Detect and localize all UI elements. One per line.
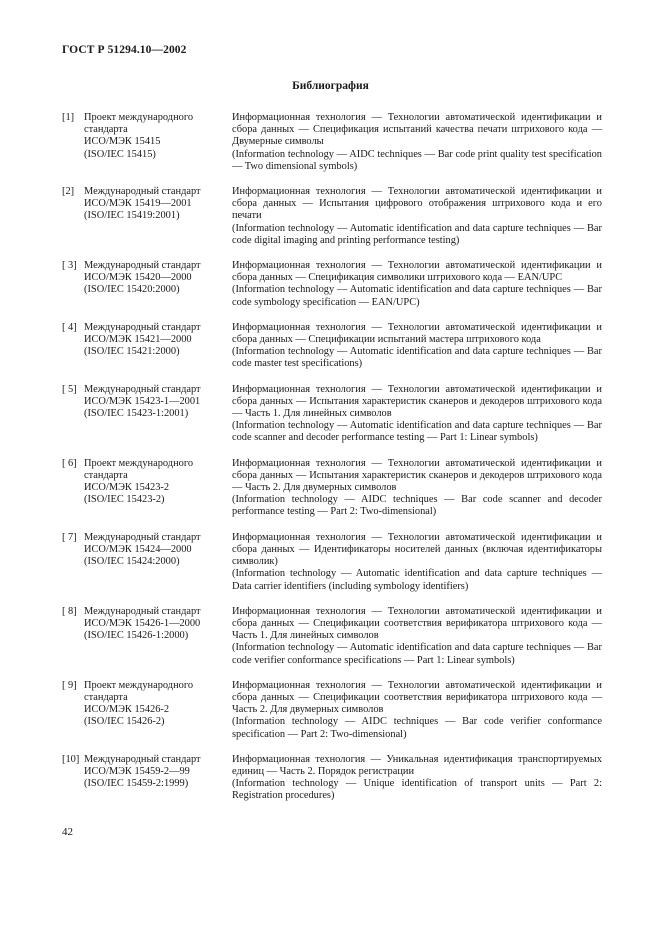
- reference-line: (ISO/IEC 15424:2000): [84, 556, 180, 568]
- entry-description: [232, 322, 602, 371]
- bibliography-entry: [62, 186, 602, 247]
- reference-line: Международный стандарт: [84, 186, 201, 198]
- entry-reference: [84, 532, 232, 569]
- entry-description: [232, 186, 602, 247]
- description-english: (Information technology — Automatic identification and data capture techniques — Data carrier identifiers (including symbology identifiers): [232, 568, 602, 592]
- entry-reference: [84, 680, 232, 729]
- reference-line: Международный стандарт: [84, 531, 201, 543]
- entry-number: [1]: [62, 112, 75, 123]
- description-russian: Информационная технология — Технологии автоматической идентификации и сбора данных — Спецификация символики штрихового кода — EAN/UPC: [232, 260, 602, 284]
- description-english: (Information technology — AIDC techniques — Bar code scanner and decoder performance testing — Part 2: Two-dimensional): [232, 494, 602, 518]
- bibliography-entry: [62, 680, 602, 741]
- reference-line: ИСО/МЭК 15426-1—2000: [84, 617, 201, 629]
- description-english: (Information technology — Automatic identification and data capture techniques — Bar code verifier conformance specifications — Part 1: Linear symbols): [232, 642, 602, 666]
- description-russian: Информационная технология — Технологии автоматической идентификации и сбора данных — Спецификации соответствия верификатора штрихового кода — Часть 2. Для двумерных символов: [232, 679, 602, 716]
- reference-line: ИСО/МЭК 15423-2: [84, 482, 170, 494]
- entry-reference: [84, 384, 232, 421]
- entry-description: [232, 532, 602, 593]
- entry-number: [ 4]: [62, 321, 77, 333]
- page-number: 42: [62, 826, 73, 838]
- reference-line: стандарта: [84, 691, 128, 703]
- bibliography-entry: [62, 532, 602, 593]
- bibliography-list: [62, 112, 602, 816]
- reference-line: (ISO/IEC 15419:2001): [84, 210, 180, 222]
- description-english: (Information technology — Automatic identification and data capture techniques — Bar code scanner and decoder performance testing — Part 1: Linear symbols): [232, 420, 602, 444]
- document-header: ГОСТ Р 51294.10—2002: [62, 44, 187, 56]
- reference-line: Международный стандарт: [84, 260, 201, 272]
- description-english: (Information technology — Automatic identification and data capture techniques — Bar code symbology specification — EAN/UPC): [232, 284, 602, 308]
- entry-description: [232, 606, 602, 667]
- entry-number: [ 8]: [62, 605, 77, 617]
- entry-reference: [84, 458, 232, 507]
- reference-line: (ISO/IEC 15423-1:2001): [84, 408, 189, 420]
- entry-description: [232, 754, 602, 803]
- entry-description: [232, 458, 602, 519]
- reference-line: Международный стандарт: [84, 605, 201, 617]
- reference-line: ИСО/МЭК 15421—2000: [84, 334, 192, 346]
- reference-line: ИСО/МЭК 15424—2000: [84, 543, 192, 555]
- section-title: Библиография: [292, 80, 369, 92]
- bibliography-entry: [62, 458, 602, 519]
- description-english: (Information technology — Automatic identification and data capture techniques — Bar code digital imaging and printing performance testing): [232, 222, 602, 246]
- reference-line: Проект международного: [84, 679, 194, 691]
- description-russian: Информационная технология — Технологии автоматической идентификации и сбора данных — Испытания цифрового отображения штрихового кода и его печати: [232, 186, 602, 222]
- description-russian: Информационная технология — Технологии автоматической идентификации и сбора данных — Испытания характеристик сканеров и декодеров штрихового кода — Часть 2. Для двумерных символов: [232, 457, 602, 494]
- entry-description: [232, 260, 602, 309]
- reference-line: стандарта: [84, 469, 128, 481]
- entry-reference: [84, 606, 232, 643]
- entry-number: [ 3]: [62, 260, 77, 272]
- reference-line: (ISO/IEC 15420:2000): [84, 284, 180, 296]
- entry-reference: [84, 112, 232, 161]
- reference-line: стандарта: [84, 124, 128, 136]
- description-russian: Информационная технология — Технологии автоматической идентификации и сбора данных — Испытания характеристик сканеров и декодеров штрихового кода — Часть 1. Для линейных символов: [232, 383, 602, 420]
- bibliography-entry: [62, 322, 602, 371]
- reference-line: Проект международного: [84, 457, 194, 469]
- description-russian: Информационная технология — Технологии автоматической идентификации и сбора данных — Спецификации соответствия верификатора штрихового кода — Часть 1. Для линейных символов: [232, 605, 602, 642]
- bibliography-entry: [62, 112, 602, 173]
- reference-line: (ISO/IEC 15426-1:2000): [84, 630, 189, 642]
- description-russian: Информационная технология — Технологии автоматической идентификации и сбора данных — Спецификация испытаний качества печати штрихового кода — Двумерные символы: [232, 112, 602, 148]
- bibliography-entry: [62, 754, 602, 803]
- reference-line: (ISO/IEC 15415): [84, 148, 156, 160]
- reference-line: (ISO/IEC 15426-2): [84, 716, 165, 728]
- reference-line: Международный стандарт: [84, 383, 201, 395]
- reference-line: (ISO/IEC 15459-2:1999): [84, 778, 189, 790]
- entry-number: [ 5]: [62, 383, 77, 395]
- reference-line: Международный стандарт: [84, 321, 201, 333]
- reference-line: Международный стандарт: [84, 753, 201, 765]
- entry-number: [2]: [62, 186, 75, 198]
- description-russian: Информационная технология — Уникальная идентификация транспортируемых единиц — Часть 2. Порядок регистрации: [232, 753, 602, 777]
- entry-reference: [84, 260, 232, 297]
- entry-description: [232, 680, 602, 741]
- reference-line: ИСО/МЭК 15419—2001: [84, 198, 192, 210]
- entry-description: [232, 112, 602, 173]
- bibliography-entry: [62, 260, 602, 309]
- description-russian: Информационная технология — Технологии автоматической идентификации и сбора данных — Идентификаторы носителей данных (включая идентификаторы символик): [232, 531, 602, 568]
- description-english: (Information technology — AIDC techniques — Bar code verifier conformance specification — Part 2: Two-dimensional): [232, 716, 602, 740]
- description-english: (Information technology — Unique identification of transport units — Part 2: Registration procedures): [232, 778, 602, 802]
- reference-line: ИСО/МЭК 15426-2: [84, 704, 170, 716]
- reference-line: ИСО/МЭК 15423-1—2001: [84, 395, 201, 407]
- entry-number: [ 6]: [62, 457, 77, 469]
- reference-line: Проект международного: [84, 112, 194, 123]
- description-english: (Information technology — AIDC techniques — Bar code print quality test specification — Two dimensional symbols): [232, 148, 602, 172]
- entry-reference: [84, 754, 232, 791]
- entry-number: [ 9]: [62, 679, 77, 691]
- reference-line: ИСО/МЭК 15459-2—99: [84, 765, 190, 777]
- reference-line: ИСО/МЭК 15420—2000: [84, 272, 192, 284]
- reference-line: (ISO/IEC 15421:2000): [84, 346, 180, 358]
- description-russian: Информационная технология — Технологии автоматической идентификации и сбора данных — Спецификации испытаний мастера штрихового кода: [232, 321, 602, 346]
- entry-reference: [84, 322, 232, 359]
- reference-line: ИСО/МЭК 15415: [84, 136, 161, 148]
- entry-description: [232, 384, 602, 445]
- entry-number: [ 7]: [62, 531, 77, 543]
- reference-line: (ISO/IEC 15423-2): [84, 494, 165, 506]
- entry-number: [10]: [62, 753, 80, 765]
- description-english: (Information technology — Automatic identification and data capture techniques — Bar code master test specifications): [232, 346, 602, 370]
- bibliography-entry: [62, 606, 602, 667]
- entry-reference: [84, 186, 232, 223]
- bibliography-entry: [62, 384, 602, 445]
